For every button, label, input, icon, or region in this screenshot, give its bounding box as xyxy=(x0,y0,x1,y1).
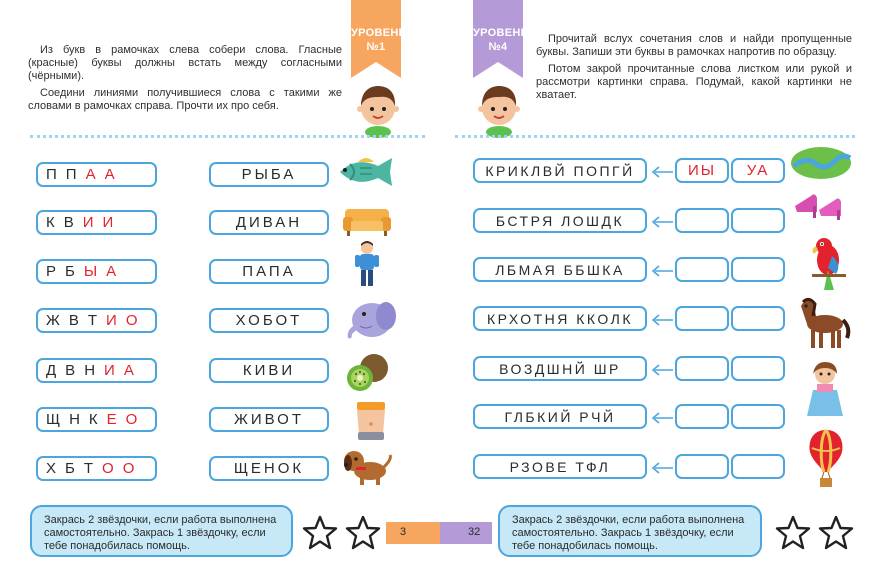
phrase-box xyxy=(473,454,647,479)
arrow-left-icon xyxy=(651,411,673,423)
parrot-icon xyxy=(806,236,850,297)
word-box[interactable] xyxy=(209,210,329,235)
phrase-box xyxy=(473,356,647,381)
word-box[interactable] xyxy=(209,407,329,432)
phrase-box xyxy=(473,306,647,331)
instruction-paragraph: Соедини линиями получившиеся слова с такими же словами в рамочках справа. Прочти их про себя. xyxy=(28,87,342,112)
answer-input[interactable] xyxy=(731,257,785,282)
page-number-left: 3 xyxy=(400,526,407,538)
instruction-paragraph: Прочитай вслух сочетания слов и найди пропущенные буквы. Запиши эти буквы в рамочках напротив по образцу. xyxy=(536,33,852,58)
answer-input[interactable] xyxy=(731,208,785,233)
sofa-icon xyxy=(341,205,393,242)
consonant-letter: Т xyxy=(87,312,98,329)
answer-input[interactable] xyxy=(675,208,729,233)
word-text: ДИВАН xyxy=(235,214,303,231)
consonant-letter: Н xyxy=(69,411,80,428)
phrase-text: БСТРЯ ЛОШДК xyxy=(495,212,625,229)
answer-input[interactable]: ИЫ xyxy=(675,158,729,183)
phrase-text: ЛБМАЯ ББШКА xyxy=(495,261,625,278)
instructions-right xyxy=(536,33,852,106)
arrow-left-icon xyxy=(651,215,673,227)
phrase-text: ВОЗДШНЙ ШР xyxy=(499,360,621,377)
boy-avatar-icon xyxy=(354,80,402,138)
letters-box xyxy=(36,358,157,383)
river-icon xyxy=(790,146,852,185)
self-assessment-box xyxy=(30,505,293,557)
page-bar-left xyxy=(386,522,440,544)
phrase-text: КРХОТНЯ ККОЛК xyxy=(486,310,634,327)
answer-input[interactable] xyxy=(731,306,785,331)
answer-input[interactable]: УА xyxy=(731,158,785,183)
consonant-letter: Б xyxy=(65,460,75,477)
consonant-letter: П xyxy=(65,166,77,183)
word-box[interactable] xyxy=(209,456,329,481)
word-text: ПАПА xyxy=(242,263,296,280)
self-assessment-text: Закрась 2 звёздочки, если работа выполнена самостоятельно. Закрась 1 звёздочку, если тебе понадобилась помощь. xyxy=(44,514,277,552)
level-number: №1 xyxy=(366,41,386,53)
consonant-letter: Б xyxy=(65,263,75,280)
level-label: УРОВЕНЬ xyxy=(351,27,407,39)
answer-input[interactable] xyxy=(675,306,729,331)
word-text: РЫБА xyxy=(241,166,297,183)
word-text: КИВИ xyxy=(242,362,296,379)
air-balloon-icon xyxy=(806,428,846,493)
arrow-left-icon xyxy=(651,165,673,177)
phrase-box xyxy=(473,257,647,282)
shoes-icon xyxy=(791,186,847,227)
dad-icon xyxy=(352,240,382,293)
answer-input[interactable] xyxy=(675,356,729,381)
vowel-letter: И xyxy=(102,214,114,231)
arrow-left-icon xyxy=(651,264,673,276)
vowel-letter: Е xyxy=(106,411,117,428)
letters-box xyxy=(36,407,157,432)
arrow-left-icon xyxy=(651,461,673,473)
arrow-left-icon xyxy=(651,363,673,375)
vowel-letter: А xyxy=(123,362,134,379)
boy-avatar-icon xyxy=(475,80,523,138)
belly-icon xyxy=(351,400,391,447)
star-icon[interactable] xyxy=(345,515,381,551)
consonant-letter: Д xyxy=(46,362,57,379)
letters-box xyxy=(36,162,157,187)
level-number: №4 xyxy=(488,41,508,53)
word-box[interactable] xyxy=(209,308,329,333)
consonant-letter: В xyxy=(65,362,76,379)
fish-icon xyxy=(336,154,396,195)
consonant-letter: Н xyxy=(84,362,96,379)
phrase-text: ГЛБКИЙ РЧЙ xyxy=(504,408,616,425)
word-box[interactable] xyxy=(209,162,329,187)
vowel-letter: О xyxy=(125,312,138,329)
word-text: ХОБОТ xyxy=(235,312,303,329)
phrase-text: РЗОВЕ ТФЛ xyxy=(509,458,611,475)
star-icon[interactable] xyxy=(818,515,854,551)
phrase-box xyxy=(473,158,647,183)
phrase-box xyxy=(473,208,647,233)
page-number-right: 32 xyxy=(468,526,481,538)
consonant-letter: Х xyxy=(46,460,57,477)
answer-input[interactable] xyxy=(675,404,729,429)
vowel-letter: А xyxy=(106,263,117,280)
vowel-letter: О xyxy=(102,460,114,477)
answer-input[interactable] xyxy=(675,257,729,282)
word-box[interactable] xyxy=(209,358,329,383)
consonant-letter: В xyxy=(68,312,79,329)
letters-box xyxy=(36,259,157,284)
consonant-letter: Щ xyxy=(46,411,61,428)
letters-box xyxy=(36,308,157,333)
vowel-letter: А xyxy=(85,166,96,183)
vowel-letter: И xyxy=(106,312,117,329)
word-box[interactable] xyxy=(209,259,329,284)
star-icon[interactable] xyxy=(302,515,338,551)
answer-input[interactable] xyxy=(675,454,729,479)
level-label: УРОВЕНЬ xyxy=(473,27,529,39)
vowel-letter: А xyxy=(104,166,115,183)
consonant-letter: Р xyxy=(46,263,57,280)
letters-box xyxy=(36,210,157,235)
level-ribbon-left xyxy=(351,0,407,78)
vowel-letter: И xyxy=(82,214,94,231)
elephant-icon xyxy=(342,296,398,347)
vowel-letter: Ы xyxy=(83,263,98,280)
page-bar-right xyxy=(440,522,492,544)
arrow-left-icon xyxy=(651,313,673,325)
answer-input[interactable] xyxy=(731,404,785,429)
instruction-paragraph: Из букв в рамочках слева собери слова. Гласные (красные) буквы должны встать между согласными (чёрными). xyxy=(28,44,342,82)
consonant-letter: К xyxy=(46,214,55,231)
dotted-divider xyxy=(30,135,425,138)
kiwi-icon xyxy=(344,352,392,397)
consonant-letter: Ж xyxy=(46,312,60,329)
instruction-paragraph: Потом закрой прочитанные слова листком или рукой и рассмотри картинки справа. Подумай, какой картинки не хватает. xyxy=(536,63,852,101)
dotted-divider xyxy=(455,135,855,138)
doll-icon xyxy=(805,360,845,425)
phrase-text: КРИКЛВЙ ПОПГЙ xyxy=(485,162,635,179)
vowel-letter: О xyxy=(122,460,135,477)
letters-box xyxy=(36,456,157,481)
horse-icon xyxy=(793,294,851,357)
self-assessment-box xyxy=(498,505,762,557)
answer-input[interactable] xyxy=(731,454,785,479)
vowel-letter: О xyxy=(125,411,138,428)
consonant-letter: Т xyxy=(83,460,94,477)
vowel-letter: И xyxy=(104,362,115,379)
instructions-left xyxy=(28,44,342,117)
phrase-box xyxy=(473,404,647,429)
word-text: ЩЕНОК xyxy=(233,460,305,477)
consonant-letter: П xyxy=(46,166,57,183)
star-icon[interactable] xyxy=(775,515,811,551)
self-assessment-text: Закрась 2 звёздочки, если работа выполнена самостоятельно. Закрась 1 звёздочку, если тебе понадобилась помощь. xyxy=(512,514,745,552)
answer-input[interactable] xyxy=(731,356,785,381)
puppy-icon xyxy=(340,445,392,492)
word-text: ЖИВОТ xyxy=(234,411,304,428)
level-ribbon-right xyxy=(473,0,529,78)
consonant-letter: К xyxy=(88,411,98,428)
consonant-letter: В xyxy=(63,214,74,231)
